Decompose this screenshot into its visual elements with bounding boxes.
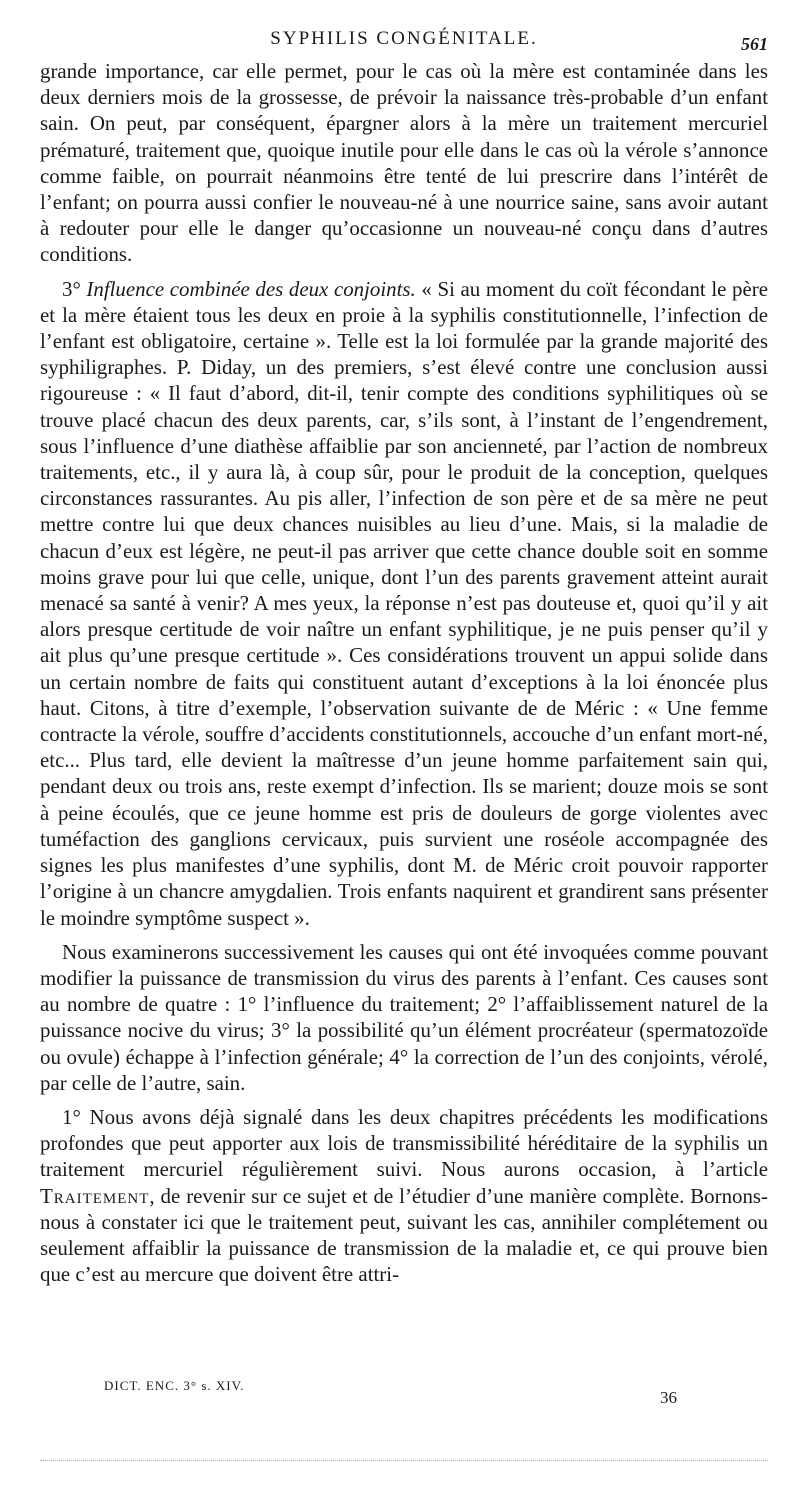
paragraph-4: [40, 1104, 768, 1287]
paragraph-2-text: « Si au moment du coït fécondant le père et la mère étaient tous les deux en proie à la syphilis constitutionnelle, l’infection de l’enfant est obligatoire, certaine ». Telle est la loi formulée par la grande majorité des syphiligraphes. P. Diday, un des premiers, s’est élevé contre une conclusion aussi rigoureuse : « Il faut d’abord, dit-il, tenir compte des conditions syphilitiques où se trouve placé chacun des deux parents, car, s’ils sont, à l’instant de l’engendrement, sous l’influence d’une diathèse affaiblie par son ancienneté, par l’action de nombreux traitements, etc., il y aura là, à coup sûr, pour le produit de la conception, quelques circonstances rassurantes. Au pis aller, l’infection de son père et de sa mère ne peut mettre contre lui que deux chances nuisibles au lieu d’une. Mais, si la maladie de chacun d’eux est légère, ne peut-il pas arriver que cette chance double soit en somme moins grave pour lui que celle, unique, dont l’un des parents gravement atteint aurait menacé sa santé à venir? A mes yeux, la réponse n’est pas douteuse et, quoi qu’il y ait alors presque certitude de voir naître un enfant syphilitique, je ne puis penser qu’il y ait plus qu’une presque certitude ». Ces considérations trouvent un appui solide dans un certain nombre de faits qui constituent autant d’exceptions à la loi énoncée plus haut. Citons, à titre d’exemple, l’observation suivante de de Méric : « Une femme contracte la vérole, souffre d’accidents constitutionnels, accouche d’un enfant mort-né, etc... Plus tard, elle devient la maîtresse d’un jeune homme parfaitement sain qui, pendant deux ou trois ans, reste exempt d’infection. Ils se marient; douze mois se sont à peine écoulés, que ce jeune homme est pris de douleurs de gorge violentes avec tuméfaction des ganglions cervicaux, puis survient une roséole accompagnée des signes les plus manifestes d’une syphilis, dont M. de Méric croit pouvoir rapporter l’origine à un chancre amygdalien. Trois enfants naquirent et grandirent sans présenter le moindre symptôme suspect ».: [40, 276, 768, 930]
paragraph-1-text: grande importance, car elle permet, pour le cas où la mère est contaminée dans les deux derniers mois de la grossesse, de prévoir la naissance très-probable d’un enfant sain. On peut, par conséquent, épargner alors à la mère un traitement mercuriel prématuré, traitement que, quoique inutile pour elle dans le cas où la vérole s’annonce comme faible, on pourrait néanmoins être tenté de lui prescrire dans l’intérêt de l’enfant; on pourra aussi confier le nouveau-né à une nourrice saine, sans avoir autant à redouter pour elle le danger qu’occasionne un nouveau-né conçu dans d’autres conditions.: [40, 59, 768, 267]
paragraph-3: [40, 939, 768, 1096]
page-header: [40, 28, 768, 58]
folio-number: 36: [660, 1388, 677, 1407]
paragraph-3-text: Nous examinerons successivement les causes qui ont été invoquées comme pouvant modifier la puissance de transmission du virus des parents à l’enfant. Ces causes sont au nombre de quatre : 1° l’influence du traitement; 2° l’affaiblissement naturel de la puissance nocive du virus; 3° la possibilité qu’un élément procréateur (spermatozoïde ou ovule) échappe à l’infection générale; 4° la correction de l’un des conjoints, vérolé, par celle de l’autre, sain.: [40, 939, 768, 1095]
paragraph-1: [40, 58, 768, 268]
body-text: [40, 58, 768, 1287]
running-title: SYPHILIS CONGÉNITALE.: [270, 28, 538, 49]
cross-reference: Traitement: [40, 1183, 150, 1208]
paragraph-4-text-after: , de revenir sur ce sujet et de l’étudier d’une manière complète. Bornons-nous à constater ici que le traitement peut, suivant les cas, annihiler complétement ou seulement affaiblir la puissance de transmission de la maladie et, ce qui prouve bien que c’est au mercure que doivent être attri-: [40, 1183, 768, 1287]
page-footer: [40, 1378, 768, 1414]
paragraph-2-number: 3°: [62, 276, 87, 301]
paragraph-4-text-before: 1° Nous avons déjà signalé dans les deux chapitres précédents les modifications profondes que peut apporter aux lois de transmissibilité héréditaire de la syphilis un traitement mercuriel régulièrement suivi. Nous aurons occasion, à l’article: [40, 1104, 768, 1182]
signature-mark: DICT. ENC. 3° s. XIV.: [104, 1378, 245, 1393]
page-number: 561: [741, 34, 768, 54]
section-heading: Influence combinée des deux conjoints.: [86, 276, 416, 301]
scan-artifact-line: [40, 1460, 768, 1463]
paragraph-2: [40, 276, 768, 931]
